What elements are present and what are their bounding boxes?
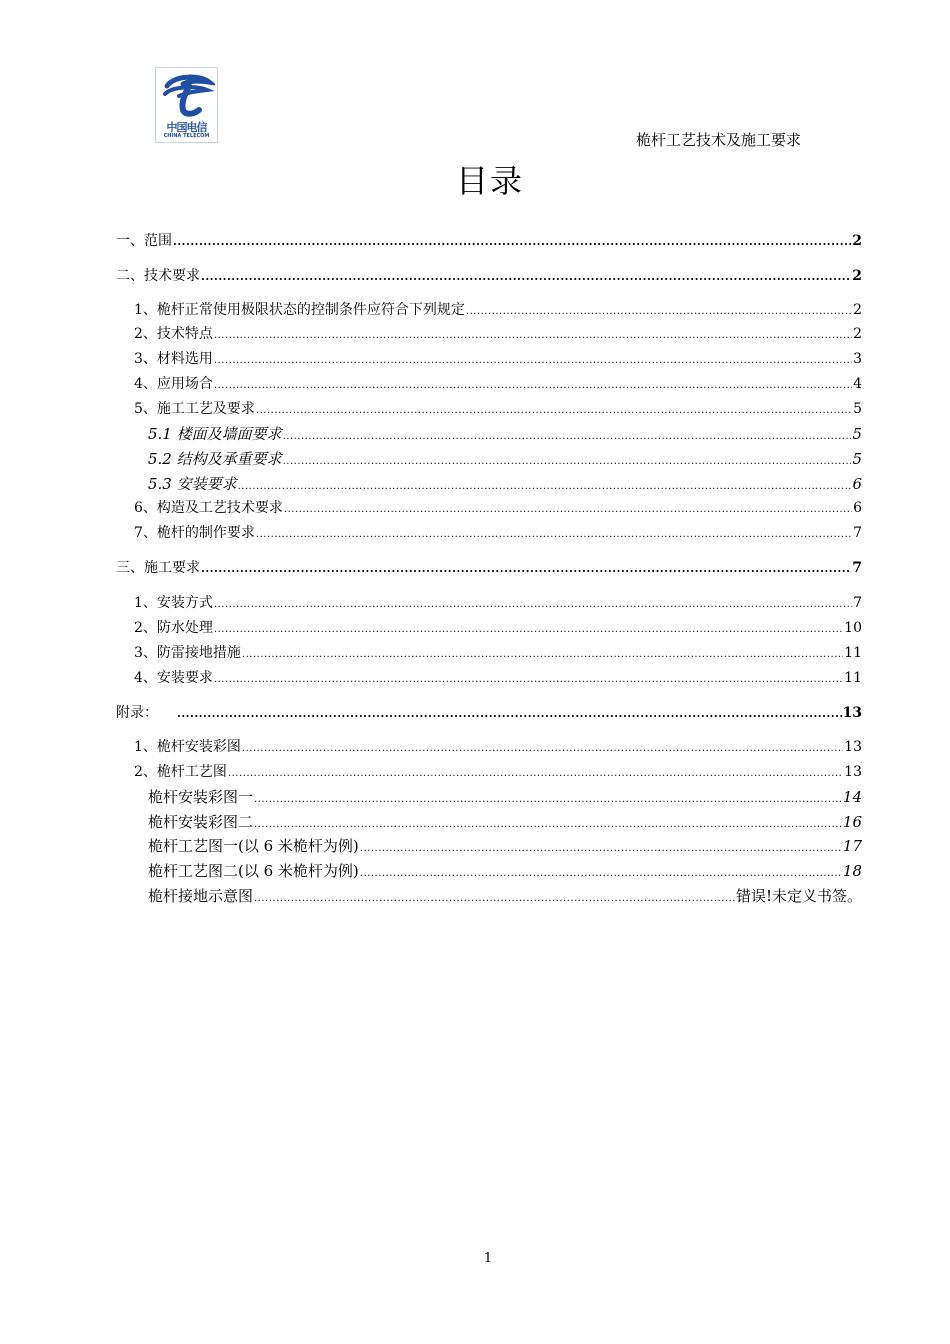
toc-page: 5	[852, 425, 862, 443]
toc-entry[interactable]	[148, 812, 862, 832]
toc-page: 13	[842, 705, 862, 721]
toc-leader	[214, 351, 852, 371]
toc-leader	[283, 452, 852, 472]
toc-label: 1、安装方式	[134, 595, 213, 611]
toc-entry[interactable]	[134, 643, 862, 663]
toc-leader	[254, 815, 842, 835]
toc-label: 3、防雷接地措施	[134, 645, 241, 661]
toc-page: 11	[844, 670, 862, 686]
toc-label: 4、应用场合	[134, 376, 213, 392]
toc-label: 4、安装要求	[134, 670, 213, 686]
toc-leader	[214, 670, 843, 690]
toc-page: 5	[853, 401, 862, 417]
toc-label: 一、范围	[116, 233, 172, 249]
toc-leader	[466, 302, 852, 322]
toc-label: 5.1 楼面及墙面要求	[148, 425, 282, 443]
toc-leader	[254, 790, 842, 810]
toc-entry[interactable]	[134, 618, 862, 638]
toc-label: 二、技术要求	[116, 268, 200, 284]
toc-label: 1、桅杆正常使用极限状态的控制条件应符合下列规定	[134, 302, 465, 318]
toc-page: 2	[852, 268, 862, 284]
toc-entry[interactable]	[148, 474, 862, 494]
toc-label: 桅杆安装彩图一	[148, 788, 254, 806]
toc-leader	[214, 620, 843, 640]
toc-page: 13	[844, 739, 862, 755]
toc-leader	[214, 376, 852, 396]
toc-entry[interactable]	[134, 668, 862, 688]
china-telecom-logo	[155, 67, 218, 143]
toc-entry-technical-requirements[interactable]	[116, 266, 862, 286]
toc-entry[interactable]	[134, 349, 862, 369]
toc-page-error: 错误!未定义书签。	[735, 887, 862, 905]
toc-entry[interactable]	[134, 374, 862, 394]
header-divider	[115, 150, 860, 151]
logo-en-text: CHINA TELECOM	[163, 133, 210, 139]
toc-label: 5.3 安装要求	[148, 475, 237, 493]
toc-label: 桅杆安装彩图二	[148, 813, 254, 831]
toc-page: 13	[844, 764, 862, 780]
toc-entry[interactable]	[134, 593, 862, 613]
toc-leader	[256, 525, 852, 545]
toc-page: 2	[853, 302, 862, 318]
logo-cn-text: 中国电信	[166, 121, 207, 134]
toc-label: 三、施工要求	[116, 560, 200, 576]
toc-entry-scope[interactable]	[116, 231, 862, 251]
toc-leader	[254, 889, 735, 909]
page-number: 1	[483, 1251, 493, 1266]
toc-label: 3、材料选用	[134, 351, 213, 367]
toc-page: 7	[853, 595, 862, 611]
toc-leader	[214, 595, 852, 615]
toc-label: 2、防水处理	[134, 620, 213, 636]
toc-leader	[360, 839, 842, 859]
toc-leader	[201, 267, 851, 287]
toc-leader	[173, 232, 851, 252]
toc-leader	[201, 559, 851, 579]
toc-label: 6、构造及工艺技术要求	[134, 500, 283, 516]
toc-entry[interactable]	[134, 324, 862, 344]
toc-leader	[238, 477, 852, 497]
toc-label: 2、技术特点	[134, 326, 213, 342]
toc-entry-appendix[interactable]	[116, 703, 862, 723]
toc-page: 11	[844, 645, 862, 661]
toc-page: 10	[844, 620, 862, 636]
toc-entry[interactable]	[148, 836, 862, 856]
toc-page: 18	[842, 862, 862, 880]
toc-entry[interactable]	[148, 861, 862, 881]
toc-page: 2	[852, 233, 862, 249]
toc-label: 5.2 结构及承重要求	[148, 450, 282, 468]
toc-entry[interactable]	[148, 424, 862, 444]
toc-leader	[242, 739, 843, 759]
toc-entry[interactable]	[148, 449, 862, 469]
toc-entry[interactable]	[134, 498, 862, 518]
toc-label: 7、桅杆的制作要求	[134, 525, 255, 541]
document-header-title: 桅杆工艺技术及施工要求	[636, 131, 802, 149]
toc-page: 3	[853, 351, 862, 367]
toc-page: 4	[853, 376, 862, 392]
toc-label: 桅杆工艺图一(以 6 米桅杆为例)	[148, 837, 359, 855]
toc-label: 2、桅杆工艺图	[134, 764, 227, 780]
toc-label: 1、桅杆安装彩图	[134, 739, 241, 755]
toc-entry[interactable]	[134, 762, 862, 782]
toc-leader	[228, 764, 843, 784]
toc-leader	[242, 645, 843, 665]
toc-label: 桅杆接地示意图	[148, 887, 254, 905]
toc-page: 16	[842, 813, 862, 831]
toc-page: 7	[853, 525, 862, 541]
toc-leader	[177, 704, 842, 724]
toc-leader	[360, 864, 842, 884]
toc-leader	[283, 427, 852, 447]
toc-page: 2	[853, 326, 862, 342]
toc-entry[interactable]	[134, 523, 862, 543]
toc-page: 14	[842, 788, 862, 806]
page-title: 目录	[455, 162, 524, 200]
toc-leader	[214, 326, 852, 346]
telecom-swirl-icon	[159, 72, 215, 118]
toc-entry[interactable]	[148, 886, 862, 906]
toc-page: 7	[852, 560, 862, 576]
toc-page: 5	[852, 450, 862, 468]
toc-label: 附录：	[116, 705, 158, 721]
toc-leader	[256, 401, 852, 421]
toc-label: 5、施工工艺及要求	[134, 401, 255, 417]
toc-page: 17	[842, 837, 862, 855]
toc-page: 6	[852, 475, 862, 493]
toc-entry-construction-requirements[interactable]	[116, 558, 862, 578]
toc-label: 桅杆工艺图二(以 6 米桅杆为例)	[148, 862, 359, 880]
toc-entry[interactable]	[134, 399, 862, 419]
toc-entry[interactable]	[134, 300, 862, 320]
toc-entry[interactable]	[148, 787, 862, 807]
toc-leader	[284, 500, 852, 520]
toc-entry[interactable]	[134, 737, 862, 757]
toc-page: 6	[853, 500, 862, 516]
